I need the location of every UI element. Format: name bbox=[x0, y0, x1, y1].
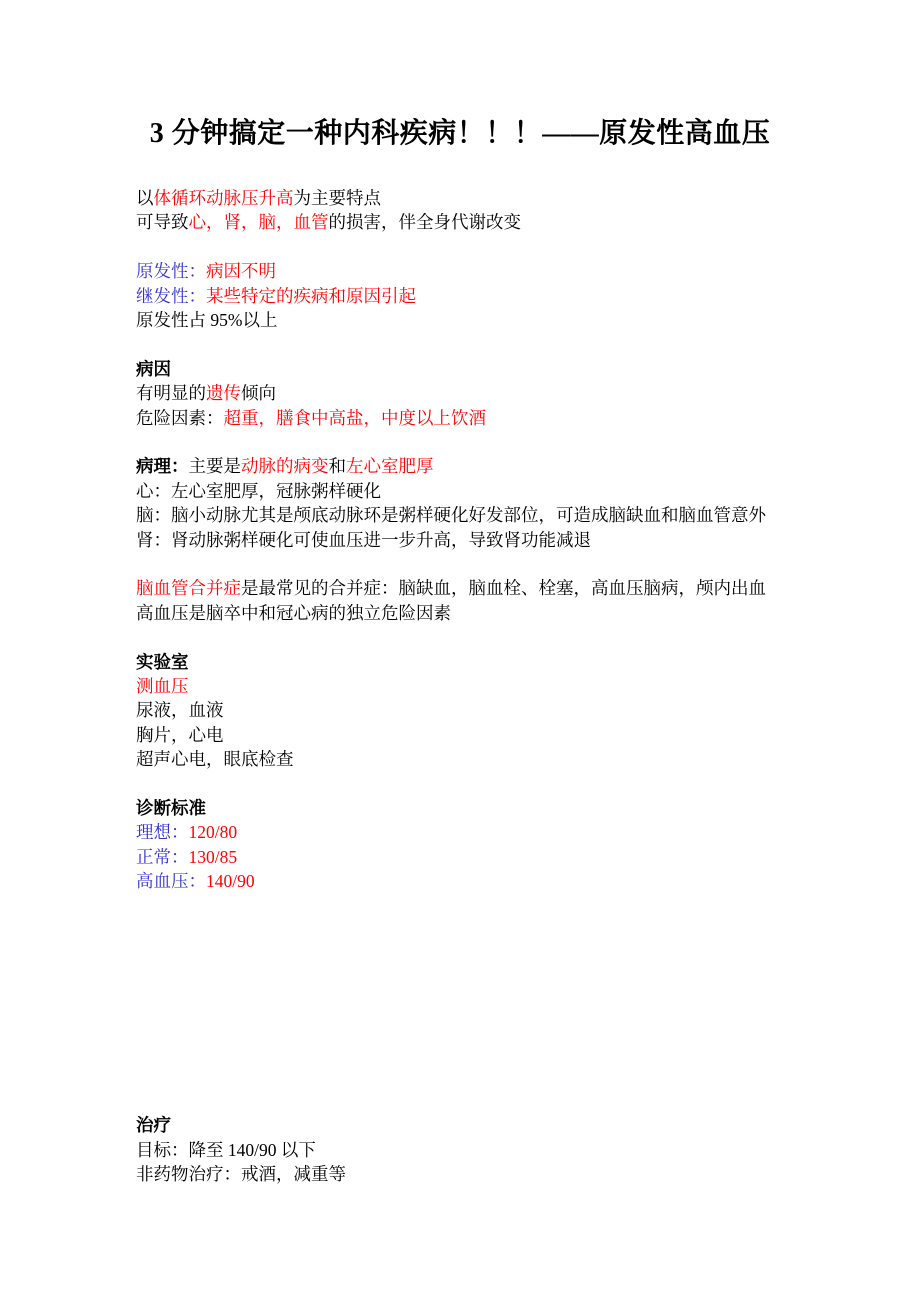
text-line bbox=[136, 1162, 856, 1186]
text-segment: 体循环动脉压升高 bbox=[153, 188, 294, 208]
text-line bbox=[136, 723, 856, 747]
text-segment: 胸片，心电 bbox=[136, 724, 224, 745]
text-segment: 肾：肾动脉粥样硬化可使血压进一步升高，导致肾功能减退 bbox=[136, 529, 591, 550]
paragraph-treatment bbox=[136, 1113, 856, 1186]
text-line bbox=[136, 674, 856, 698]
paragraph-complications bbox=[136, 576, 856, 625]
text-segment: 高血压： bbox=[136, 871, 206, 892]
text-line bbox=[136, 1113, 856, 1137]
text-line bbox=[136, 503, 856, 527]
text-segment: 继发性： bbox=[136, 285, 206, 306]
text-segment: 脑：脑小动脉尤其是颅底动脉环是粥样硬化好发部位，可造成脑缺血和脑血管意外 bbox=[136, 505, 766, 526]
text-segment: 高血压是脑卒中和冠心病的独立危险因素 bbox=[136, 602, 451, 623]
text-segment: 治疗 bbox=[136, 1115, 171, 1136]
text-segment: 140/90 bbox=[206, 871, 255, 892]
text-line bbox=[136, 528, 856, 552]
text-segment: 倾向 bbox=[241, 383, 276, 404]
text-segment: 危险因素： bbox=[136, 407, 224, 428]
text-segment: 病因 bbox=[136, 358, 171, 379]
document-body bbox=[136, 186, 856, 1187]
text-segment: 心，肾，脑，血管 bbox=[188, 212, 329, 233]
text-line bbox=[136, 259, 856, 283]
text-segment: 超声心电，眼底检查 bbox=[136, 749, 294, 770]
text-segment: 左心室肥厚 bbox=[346, 456, 434, 477]
text-line bbox=[136, 747, 856, 771]
paragraph-classification bbox=[136, 259, 856, 332]
text-line bbox=[136, 820, 856, 844]
text-segment: 主要是 bbox=[188, 456, 241, 477]
text-line bbox=[136, 650, 856, 674]
text-line bbox=[136, 869, 856, 893]
text-line bbox=[136, 796, 856, 820]
text-segment: 和 bbox=[328, 456, 346, 477]
text-segment: 130/85 bbox=[188, 846, 238, 867]
paragraph-laboratory bbox=[136, 650, 856, 772]
text-segment: 病因不明 bbox=[206, 261, 276, 282]
text-segment: 可导致 bbox=[136, 212, 189, 233]
text-segment: 脑血管合并症 bbox=[136, 578, 241, 599]
text-line bbox=[136, 406, 856, 430]
text-segment: 超重，膳食中高盐，中度以上饮酒 bbox=[223, 407, 486, 428]
text-line bbox=[136, 845, 856, 869]
text-segment: 诊断标准 bbox=[136, 798, 206, 819]
text-segment: 120/80 bbox=[188, 822, 238, 843]
text-segment: 非药物治疗：戒酒，减重等 bbox=[136, 1164, 346, 1185]
text-segment: 遗传 bbox=[206, 383, 241, 404]
text-line bbox=[136, 357, 856, 381]
text-segment: 病理： bbox=[136, 456, 189, 477]
text-segment: 动脉的病变 bbox=[241, 456, 329, 477]
text-segment: 尿液，血液 bbox=[136, 700, 224, 721]
text-line bbox=[136, 284, 856, 308]
text-segment: 有明显的 bbox=[136, 383, 206, 404]
text-line bbox=[136, 479, 856, 503]
paragraph-etiology bbox=[136, 357, 856, 430]
document-title: 3 分钟搞定一种内科疾病！！！——原发性高血压 bbox=[149, 118, 771, 149]
text-line bbox=[136, 454, 856, 478]
text-segment: 测血压 bbox=[136, 676, 189, 697]
text-segment: 正常： bbox=[136, 846, 189, 867]
paragraph-diagnostic-criteria bbox=[136, 796, 856, 894]
text-line bbox=[136, 210, 856, 234]
text-line bbox=[136, 186, 856, 210]
text-line bbox=[136, 601, 856, 625]
text-segment: 的损害，伴全身代谢改变 bbox=[328, 212, 521, 233]
text-segment: 心：左心室肥厚，冠脉粥样硬化 bbox=[136, 480, 381, 501]
text-line bbox=[136, 698, 856, 722]
text-segment: 理想： bbox=[136, 822, 189, 843]
paragraph-pathology bbox=[136, 454, 856, 552]
text-segment: 目标：降至 140/90 以下 bbox=[136, 1139, 316, 1160]
text-segment: 是最常见的合并症：脑缺血，脑血栓、栓塞，高血压脑病，颅内出血 bbox=[241, 578, 766, 599]
text-segment: 以 bbox=[136, 188, 154, 208]
paragraph-overview bbox=[136, 186, 856, 235]
text-line bbox=[136, 308, 856, 332]
text-segment: 原发性： bbox=[136, 261, 206, 282]
text-segment: 某些特定的疾病和原因引起 bbox=[206, 285, 416, 306]
text-line bbox=[136, 381, 856, 405]
text-segment: 实验室 bbox=[136, 651, 189, 672]
text-segment: 原发性占 95%以上 bbox=[136, 310, 278, 331]
text-segment: 为主要特点 bbox=[293, 188, 381, 208]
text-line bbox=[136, 576, 856, 600]
text-line bbox=[136, 1138, 856, 1162]
